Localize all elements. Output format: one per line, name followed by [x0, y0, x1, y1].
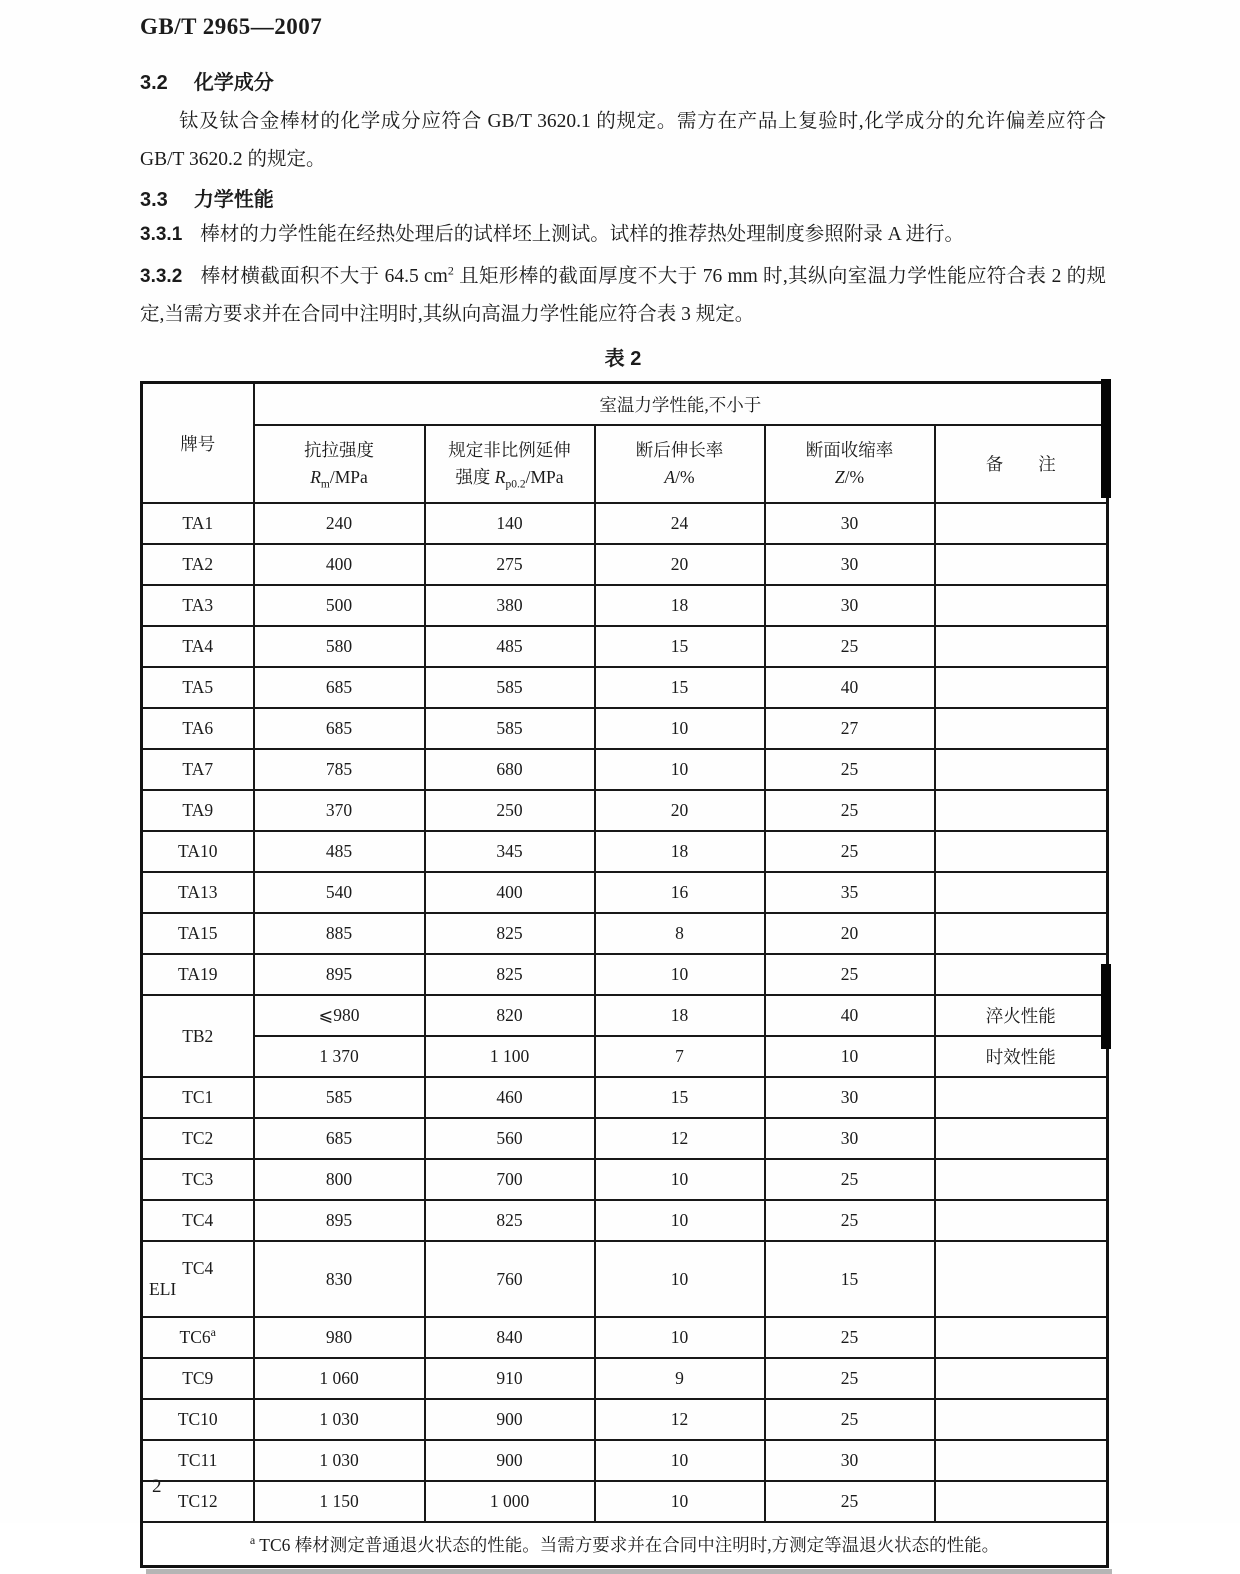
grade-cell: TC2 — [142, 1118, 254, 1159]
header-proof-strength — [425, 425, 595, 503]
remark-cell — [935, 1077, 1108, 1118]
grade-cell: TA6 — [142, 708, 254, 749]
rm-cell: 1 370 — [254, 1036, 425, 1077]
remark-cell — [935, 913, 1108, 954]
rp02-cell: 585 — [425, 708, 595, 749]
reduction-cell: 30 — [765, 585, 935, 626]
remark-cell — [935, 1317, 1108, 1358]
rm-cell: 685 — [254, 667, 425, 708]
table-row — [142, 708, 1108, 749]
rp02-cell: 585 — [425, 667, 595, 708]
rm-cell: 1 150 — [254, 1481, 425, 1522]
reduction-cell: 25 — [765, 1481, 935, 1522]
rm-cell: 500 — [254, 585, 425, 626]
grade-cell: TC6$^a$ — [142, 1317, 254, 1358]
table-row — [142, 1200, 1108, 1241]
table-header-row-cols — [142, 425, 1108, 503]
rp02-cell: 900 — [425, 1440, 595, 1481]
paragraph-3-2: 钛及钛合金棒材的化学成分应符合 GB/T 3620.1 的规定。需方在产品上复验时,化学成分的允许偏差应符合 GB/T 3620.2 的规定。 — [140, 111, 1106, 170]
elongation-cell: 12 — [595, 1118, 765, 1159]
grade-line1: TC4 — [182, 1258, 214, 1278]
header-subscript: p0.2 — [505, 478, 526, 491]
reduction-cell: 30 — [765, 1440, 935, 1481]
elongation-cell: 10 — [595, 1317, 765, 1358]
section-number: 3.2 — [140, 72, 168, 94]
rm-cell: ⩽980 — [254, 995, 425, 1036]
rm-cell: 785 — [254, 749, 425, 790]
elongation-cell: 16 — [595, 872, 765, 913]
rm-cell: 400 — [254, 544, 425, 585]
clause-3-3-1 — [140, 216, 1106, 254]
clause-text: 棒材的力学性能在经热处理后的试样坯上测试。试样的推荐热处理制度参照附录 A 进行。 — [200, 224, 965, 245]
elongation-cell: 7 — [595, 1036, 765, 1077]
header-line2 — [455, 467, 564, 491]
section-number: 3.3 — [140, 189, 168, 211]
remark-cell — [935, 503, 1108, 544]
rp02-cell: 900 — [425, 1399, 595, 1440]
remark-cell — [935, 544, 1108, 585]
reduction-cell: 25 — [765, 1200, 935, 1241]
rp02-cell: 840 — [425, 1317, 595, 1358]
header-pre: 强度 — [455, 467, 495, 487]
rp02-cell: 820 — [425, 995, 595, 1036]
scan-artifact-shadow — [146, 1569, 1112, 1574]
elongation-cell: 9 — [595, 1358, 765, 1399]
footnote-row — [142, 1522, 1108, 1567]
table-row — [142, 1241, 1108, 1317]
elongation-cell: 10 — [595, 1200, 765, 1241]
rp02-cell: 680 — [425, 749, 595, 790]
remark-cell — [935, 1358, 1108, 1399]
reduction-cell: 27 — [765, 708, 935, 749]
header-unit: /MPa — [525, 467, 564, 487]
remark-cell — [935, 1440, 1108, 1481]
table-row — [142, 1077, 1108, 1118]
table-row — [142, 585, 1108, 626]
reduction-cell: 25 — [765, 831, 935, 872]
grade-cell: TA5 — [142, 667, 254, 708]
reduction-cell: 15 — [765, 1241, 935, 1317]
rp02-cell: 700 — [425, 1159, 595, 1200]
table-row — [142, 913, 1108, 954]
table-row — [142, 1118, 1108, 1159]
remark-cell — [935, 1159, 1108, 1200]
header-grade: 牌号 — [142, 383, 254, 504]
table-row — [142, 1440, 1108, 1481]
table-caption: 表 2 — [604, 348, 642, 370]
elongation-cell: 15 — [595, 1077, 765, 1118]
rm-cell: 895 — [254, 954, 425, 995]
section-heading-3-3 — [140, 183, 1106, 212]
reduction-cell: 25 — [765, 1159, 935, 1200]
table-row — [142, 749, 1108, 790]
rm-cell: 895 — [254, 1200, 425, 1241]
table-row — [142, 1036, 1108, 1077]
footnote-cell — [142, 1522, 1108, 1567]
rm-cell: 485 — [254, 831, 425, 872]
header-symbol: R — [310, 467, 321, 487]
rp02-cell: 760 — [425, 1241, 595, 1317]
header-line1: 断后伸长率 — [635, 440, 724, 460]
remark-cell — [935, 1399, 1108, 1440]
table-header — [142, 383, 1108, 504]
header-unit: /% — [844, 467, 865, 487]
header-remark: 备 注 — [935, 425, 1108, 503]
section-heading-3-2 — [140, 66, 1106, 95]
rp02-cell: 345 — [425, 831, 595, 872]
grade-cell: TA13 — [142, 872, 254, 913]
rp02-cell: 250 — [425, 790, 595, 831]
reduction-cell: 40 — [765, 995, 935, 1036]
table-footer — [142, 1522, 1108, 1567]
header-line2 — [835, 467, 864, 487]
table-2 — [140, 381, 1109, 1568]
table-body — [142, 503, 1108, 1522]
rp02-cell: 275 — [425, 544, 595, 585]
table-row — [142, 995, 1108, 1036]
footnote-text: TC6 棒材测定普通退火状态的性能。当需方要求并在合同中注明时,方测定等温退火状态的性能。 — [255, 1534, 1000, 1555]
remark-cell — [935, 749, 1108, 790]
elongation-cell: 18 — [595, 831, 765, 872]
table-row — [142, 1317, 1108, 1358]
scan-artifact-band-middle — [1101, 964, 1111, 1049]
grade-superscript: a — [210, 1325, 216, 1340]
grade-cell: TA4 — [142, 626, 254, 667]
remark-cell — [935, 1118, 1108, 1159]
footnote-marker: a — [249, 1532, 256, 1547]
table-row — [142, 790, 1108, 831]
table-row — [142, 1481, 1108, 1522]
rm-cell: 800 — [254, 1159, 425, 1200]
reduction-cell: 40 — [765, 667, 935, 708]
reduction-cell: 30 — [765, 1077, 935, 1118]
reduction-cell: 25 — [765, 1317, 935, 1358]
rp02-cell: 560 — [425, 1118, 595, 1159]
section-title: 化学成分 — [193, 72, 274, 94]
clause-number: 3.3.2 — [140, 266, 183, 287]
elongation-cell: 10 — [595, 1159, 765, 1200]
clause-3-3-2 — [140, 258, 1106, 334]
grade-line2: ELI — [149, 1279, 177, 1299]
reduction-cell: 25 — [765, 749, 935, 790]
elongation-cell: 15 — [595, 626, 765, 667]
rp02-cell: 910 — [425, 1358, 595, 1399]
grade-cell: TC9 — [142, 1358, 254, 1399]
remark-cell — [935, 831, 1108, 872]
table-row — [142, 954, 1108, 995]
remark-cell — [935, 1481, 1108, 1522]
header-symbol: Z — [834, 467, 845, 487]
page-content — [140, 14, 1106, 1568]
remark-cell — [935, 667, 1108, 708]
clause-text-part1: 棒材横截面积不大于 64.5 cm — [200, 266, 448, 287]
reduction-cell: 25 — [765, 790, 935, 831]
remark-cell: 时效性能 — [935, 1036, 1108, 1077]
table-row — [142, 503, 1108, 544]
grade-cell: TC11 — [142, 1440, 254, 1481]
rp02-cell: 1 000 — [425, 1481, 595, 1522]
rm-cell: 1 030 — [254, 1440, 425, 1481]
header-tensile-strength — [254, 425, 425, 503]
rm-cell: 980 — [254, 1317, 425, 1358]
rm-cell: 885 — [254, 913, 425, 954]
rp02-cell: 825 — [425, 913, 595, 954]
rm-cell: 1 030 — [254, 1399, 425, 1440]
remark-cell — [935, 585, 1108, 626]
rm-cell: 370 — [254, 790, 425, 831]
page-number: 2 — [152, 1476, 162, 1497]
grade-cell: TA1 — [142, 503, 254, 544]
elongation-cell: 18 — [595, 995, 765, 1036]
clause-number: 3.3.1 — [140, 224, 183, 245]
rp02-cell: 460 — [425, 1077, 595, 1118]
header-unit: /MPa — [329, 467, 368, 487]
header-reduction-of-area — [765, 425, 935, 503]
rm-cell: 1 060 — [254, 1358, 425, 1399]
grade-cell: TC10 — [142, 1399, 254, 1440]
grade-cell: TA15 — [142, 913, 254, 954]
remark-cell — [935, 790, 1108, 831]
elongation-cell: 24 — [595, 503, 765, 544]
header-line2 — [664, 467, 694, 487]
rp02-cell: 1 100 — [425, 1036, 595, 1077]
rm-cell: 685 — [254, 708, 425, 749]
elongation-cell: 10 — [595, 1481, 765, 1522]
remark-cell — [935, 954, 1108, 995]
grade-cell: TA7 — [142, 749, 254, 790]
header-elongation — [595, 425, 765, 503]
rm-cell: 240 — [254, 503, 425, 544]
header-line1: 断面收缩率 — [805, 440, 894, 460]
header-symbol: R — [494, 467, 506, 487]
elongation-cell: 8 — [595, 913, 765, 954]
elongation-cell: 18 — [595, 585, 765, 626]
scan-artifact-band-top — [1101, 379, 1111, 498]
table-header-row-span — [142, 383, 1108, 426]
elongation-cell: 10 — [595, 1241, 765, 1317]
table-2-wrapper — [140, 381, 1106, 1568]
reduction-cell: 10 — [765, 1036, 935, 1077]
rm-cell: 685 — [254, 1118, 425, 1159]
grade-cell: TA2 — [142, 544, 254, 585]
elongation-cell: 20 — [595, 544, 765, 585]
rm-cell: 540 — [254, 872, 425, 913]
grade-cell: TA9 — [142, 790, 254, 831]
table-row — [142, 831, 1108, 872]
rp02-cell: 825 — [425, 1200, 595, 1241]
elongation-cell: 15 — [595, 667, 765, 708]
rm-cell: 830 — [254, 1241, 425, 1317]
grade-cell: TA19 — [142, 954, 254, 995]
grade-cell: TC12 — [142, 1481, 254, 1522]
header-line1: 规定非比例延伸 — [448, 440, 571, 460]
reduction-cell: 35 — [765, 872, 935, 913]
remark-cell — [935, 708, 1108, 749]
table-row — [142, 626, 1108, 667]
grade-cell: TC3 — [142, 1159, 254, 1200]
remark-cell: 淬火性能 — [935, 995, 1108, 1036]
reduction-cell: 25 — [765, 1358, 935, 1399]
grade-cell: TB2 — [142, 995, 254, 1077]
header-symbol: A — [664, 467, 676, 487]
header-subscript: m — [320, 478, 330, 491]
reduction-cell: 20 — [765, 913, 935, 954]
reduction-cell: 30 — [765, 544, 935, 585]
header-span-title: 室温力学性能,不小于 — [254, 383, 1108, 426]
table-row — [142, 1399, 1108, 1440]
elongation-cell: 12 — [595, 1399, 765, 1440]
reduction-cell: 30 — [765, 1118, 935, 1159]
header-line1: 抗拉强度 — [304, 440, 374, 460]
rm-cell: 580 — [254, 626, 425, 667]
grade-cell: TA3 — [142, 585, 254, 626]
remark-cell — [935, 626, 1108, 667]
grade-cell — [142, 1241, 254, 1317]
reduction-cell: 30 — [765, 503, 935, 544]
rm-cell: 585 — [254, 1077, 425, 1118]
table-row — [142, 667, 1108, 708]
rp02-cell: 380 — [425, 585, 595, 626]
elongation-cell: 10 — [595, 1440, 765, 1481]
rp02-cell: 485 — [425, 626, 595, 667]
header-unit: /% — [675, 467, 695, 487]
elongation-cell: 10 — [595, 708, 765, 749]
section-title: 力学性能 — [193, 189, 274, 211]
reduction-cell: 25 — [765, 1399, 935, 1440]
remark-cell — [935, 872, 1108, 913]
remark-cell — [935, 1200, 1108, 1241]
table-row — [142, 872, 1108, 913]
table-row — [142, 1159, 1108, 1200]
header-line2 — [310, 467, 368, 491]
elongation-cell: 10 — [595, 749, 765, 790]
table-row — [142, 1358, 1108, 1399]
reduction-cell: 25 — [765, 626, 935, 667]
table-row — [142, 544, 1108, 585]
superscript-2: 2 — [447, 263, 454, 278]
rp02-cell: 400 — [425, 872, 595, 913]
rp02-cell: 825 — [425, 954, 595, 995]
remark-cell — [935, 1241, 1108, 1317]
grade-cell: TC4 — [142, 1200, 254, 1241]
grade-cell: TC1 — [142, 1077, 254, 1118]
standard-code: GB/T 2965—2007 — [140, 14, 323, 39]
grade-cell: TA10 — [142, 831, 254, 872]
clause-text-part2: 且矩形棒的截面厚度不大于 76 mm 时,其纵向室温力学性能应符合表 2 的规定,当需方要求并在合同中注明时,其纵向高温力学性能应符合表 3 规定。 — [140, 266, 1106, 325]
elongation-cell: 10 — [595, 954, 765, 995]
elongation-cell: 20 — [595, 790, 765, 831]
rp02-cell: 140 — [425, 503, 595, 544]
reduction-cell: 25 — [765, 954, 935, 995]
